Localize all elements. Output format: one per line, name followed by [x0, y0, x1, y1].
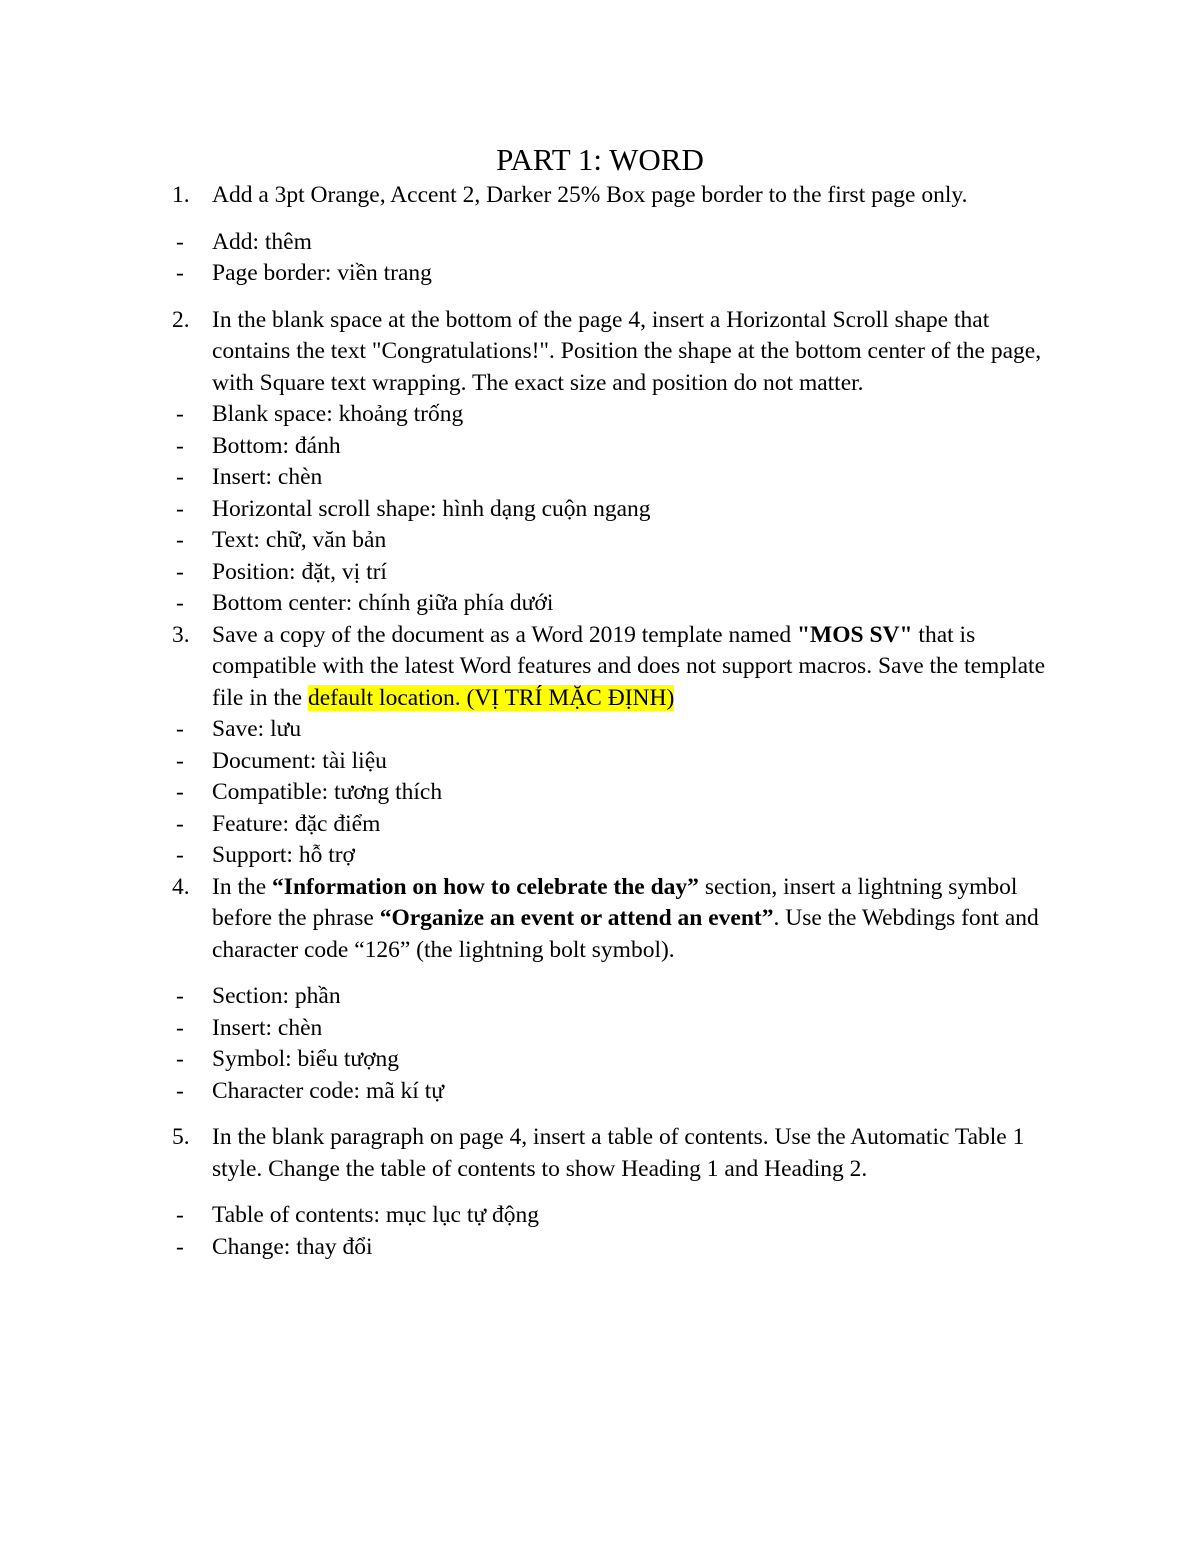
vocab-text: Compatible: tương thích — [212, 779, 443, 805]
vocab-item — [172, 588, 1052, 620]
vocab-text: Text: chữ, văn bản — [212, 527, 387, 553]
bullet-dash: - — [176, 495, 184, 522]
question-text: In the blank space at the bottom of the page 4, insert a Horizontal Scroll shape that contains the text "Congratulations!". Position the shape at the bottom center of the page, with Square text wrapping. The exact size and position do not matter. — [212, 306, 1042, 396]
vocab-text: Feature: đặc điểm — [212, 810, 381, 837]
question-text — [212, 620, 1052, 715]
template-name: "MOS SV" — [797, 621, 913, 648]
page-title: PART 1: WORD — [496, 142, 704, 177]
bullet-dash: - — [176, 747, 184, 774]
question-2 — [172, 305, 1052, 400]
bullet-dash: - — [176, 983, 184, 1009]
bullet-dash: - — [176, 401, 184, 427]
vocab-text: Document: tài liệu — [212, 747, 387, 774]
vocab-text: Section: phần — [212, 983, 341, 1009]
vocab-item — [172, 1232, 1052, 1264]
vocab-item — [172, 557, 1052, 589]
vocab-item — [172, 1044, 1052, 1076]
bullet-dash: - — [176, 558, 184, 585]
vocab-text: Page border: viền trang — [212, 260, 432, 286]
vocab-item — [172, 1076, 1052, 1108]
section-name: “Information on how to celebrate the day” — [272, 873, 699, 900]
highlighted-text: default location. (VỊ TRÍ MẶC ĐỊNH) — [307, 684, 675, 711]
vocab-text: Symbol: biểu tượng — [212, 1046, 400, 1072]
bullet-dash: - — [176, 716, 184, 742]
vocab-text: Table of contents: mục lục tự động — [212, 1202, 539, 1228]
bullet-dash: - — [176, 1202, 184, 1228]
question-text: Add a 3pt Orange, Accent 2, Darker 25% Box page border to the first page only. — [212, 182, 968, 208]
vocab-item — [172, 1013, 1052, 1045]
vocab-text: Change: thay đổi — [212, 1233, 373, 1260]
vocab-item — [172, 399, 1052, 431]
vocab-text: Insert: chèn — [212, 464, 323, 490]
vocab-item — [172, 840, 1052, 872]
bullet-dash: - — [176, 464, 184, 490]
vocab-item — [172, 525, 1052, 557]
bullet-dash: - — [176, 260, 184, 286]
vocab-text: Bottom center: chính giữa phía dưới — [212, 590, 554, 616]
question-number: 1. — [172, 182, 190, 208]
vocab-item — [172, 1200, 1052, 1232]
vocab-text: Insert: chèn — [212, 1014, 323, 1041]
question-number: 4. — [172, 873, 190, 900]
bullet-dash: - — [176, 1046, 184, 1072]
vocab-text: Character code: mã kí tự — [212, 1077, 444, 1104]
question-text-part: that is compatible with the latest Word features and does not support macros. Save the template file in the — [212, 621, 1045, 711]
document-content — [172, 180, 1052, 1263]
vocab-item — [172, 258, 1052, 290]
bullet-dash: - — [176, 228, 184, 255]
bullet-dash: - — [176, 590, 184, 616]
vocab-text: Support: hỗ trợ — [212, 842, 355, 868]
vocab-text: Blank space: khoảng trống — [212, 401, 464, 427]
vocab-item — [172, 714, 1052, 746]
question-text-part: Save a copy of the document as a Word 2019 template named — [212, 621, 797, 648]
question-number: 5. — [172, 1124, 190, 1150]
vocab-item — [172, 809, 1052, 841]
vocab-text: Save: lưu — [212, 716, 302, 742]
bullet-dash: - — [176, 842, 184, 868]
vocab-item — [172, 777, 1052, 809]
vocab-item — [172, 227, 1052, 259]
vocab-text: Position: đặt, vị trí — [212, 558, 387, 585]
question-1 — [172, 180, 1052, 212]
question-4 — [172, 872, 1052, 967]
bullet-dash: - — [176, 432, 184, 459]
vocab-item — [172, 494, 1052, 526]
bullet-dash: - — [176, 1077, 184, 1104]
vocab-text: Add: thêm — [212, 228, 312, 255]
vocab-item — [172, 431, 1052, 463]
bullet-dash: - — [176, 1014, 184, 1041]
vocab-text: Bottom: đánh — [212, 432, 341, 459]
vocab-item — [172, 462, 1052, 494]
question-text-part: . Use the Webdings font and character code “126” (the lightning bolt symbol). — [212, 905, 1039, 963]
question-text — [212, 872, 1052, 967]
question-text-part: section, insert a lightning symbol before the phrase — [212, 873, 1018, 931]
question-text-part: In the — [212, 873, 273, 900]
question-text: In the blank paragraph on page 4, insert a table of contents. Use the Automatic Table 1 style. Change the table of contents to show Heading 1 and Heading 2. — [212, 1124, 1025, 1182]
question-number: 2. — [172, 306, 190, 333]
bullet-dash: - — [176, 779, 184, 805]
vocab-text: Horizontal scroll shape: hình dạng cuộn ngang — [212, 495, 651, 522]
bullet-dash: - — [176, 527, 184, 553]
vocab-item — [172, 981, 1052, 1013]
vocab-item — [172, 746, 1052, 778]
question-5 — [172, 1122, 1052, 1185]
question-number: 3. — [172, 621, 190, 648]
bullet-dash: - — [176, 810, 184, 837]
question-3 — [172, 620, 1052, 715]
phrase-name: “Organize an event or attend an event” — [379, 905, 774, 931]
bullet-dash: - — [176, 1233, 184, 1260]
